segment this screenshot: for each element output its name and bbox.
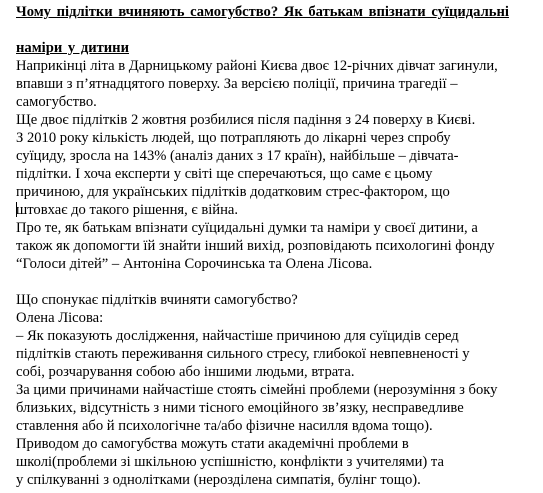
answer-line-8: школі(проблеми зі шкільною успішністю, конфлікти з учителями) та: [16, 454, 444, 470]
body-line-3: самогубство.: [16, 94, 97, 110]
body-line-11: також як допомогти їй знайти інший вихід, розповідають психологині фонду: [16, 238, 495, 254]
answer-line-9: у спілкуванні з однолітками (нерозділена симпатія, булінг тощо).: [16, 472, 421, 488]
body-line-2: впавши з п’ятнадцятого поверху. За версією поліції, причина трагедії –: [16, 76, 458, 92]
body-line-5: З 2010 року кількість людей, що потрапляють до лікарні через спробу: [16, 130, 451, 146]
body-line-1: Наприкінці літа в Дарницькому районі Києва двоє 12-річних дівчат загинули,: [16, 58, 498, 74]
section-question: Що спонукає підлітків вчиняти самогубство?: [16, 292, 298, 308]
body-line-9: [16, 201, 538, 219]
article-title-line-1: Чому підлітки вчиняють самогубство? Як батькам впізнати суїцидальні: [16, 4, 509, 20]
answer-line-7: Приводом до самогубства можуть стати академічні проблеми в: [16, 436, 409, 452]
answer-line-2: підлітків стають переживання сильного стресу, глибокої невпевненості у: [16, 346, 470, 362]
speaker-name: Олена Лісова:: [16, 310, 104, 326]
body-line-7: підлітки. І хоча експерти у світі ще сперечаються, що саме є цьому: [16, 166, 433, 182]
document-page: [16, 0, 538, 489]
body-line-10: Про те, як батькам впізнати суїцидальні думки та наміри у своєї дитини, а: [16, 220, 478, 236]
article-title-line-2: наміри у дитини: [16, 40, 130, 56]
paragraph-spacer: [16, 21, 538, 39]
answer-line-3: собі, розчарування собою або іншими людьми, втрата.: [16, 364, 355, 380]
body-line-6: суїциду, зросла на 143% (аналіз даних з 17 країн), найбільше – дівчата-: [16, 148, 459, 164]
body-line-12: “Голоси дітей” – Антоніна Сорочинська та Олена Лісова.: [16, 256, 373, 272]
answer-line-4: За цими причинами найчастіше стоять сімейні проблеми (нерозуміння з боку: [16, 382, 498, 398]
body-line-8: причиною, для українських підлітків додатковим стрес-фактором, що: [16, 184, 450, 200]
answer-line-6: ставлення або й психологічне та/або фізичне насилля вдома тощо).: [16, 418, 433, 434]
body-line-9-text: штовхає до такого рішення, є війна.: [16, 202, 239, 218]
body-line-4: Ще двоє підлітків 2 жовтня розбилися після падіння з 24 поверху в Києві.: [16, 112, 476, 128]
answer-line-1: – Як показують дослідження, найчастіше причиною для суїцидів серед: [16, 328, 459, 344]
answer-line-5: близьких, відсутність з ними тісного емоційного зв’язку, несправедливе: [16, 400, 464, 416]
paragraph-spacer: [16, 273, 538, 291]
